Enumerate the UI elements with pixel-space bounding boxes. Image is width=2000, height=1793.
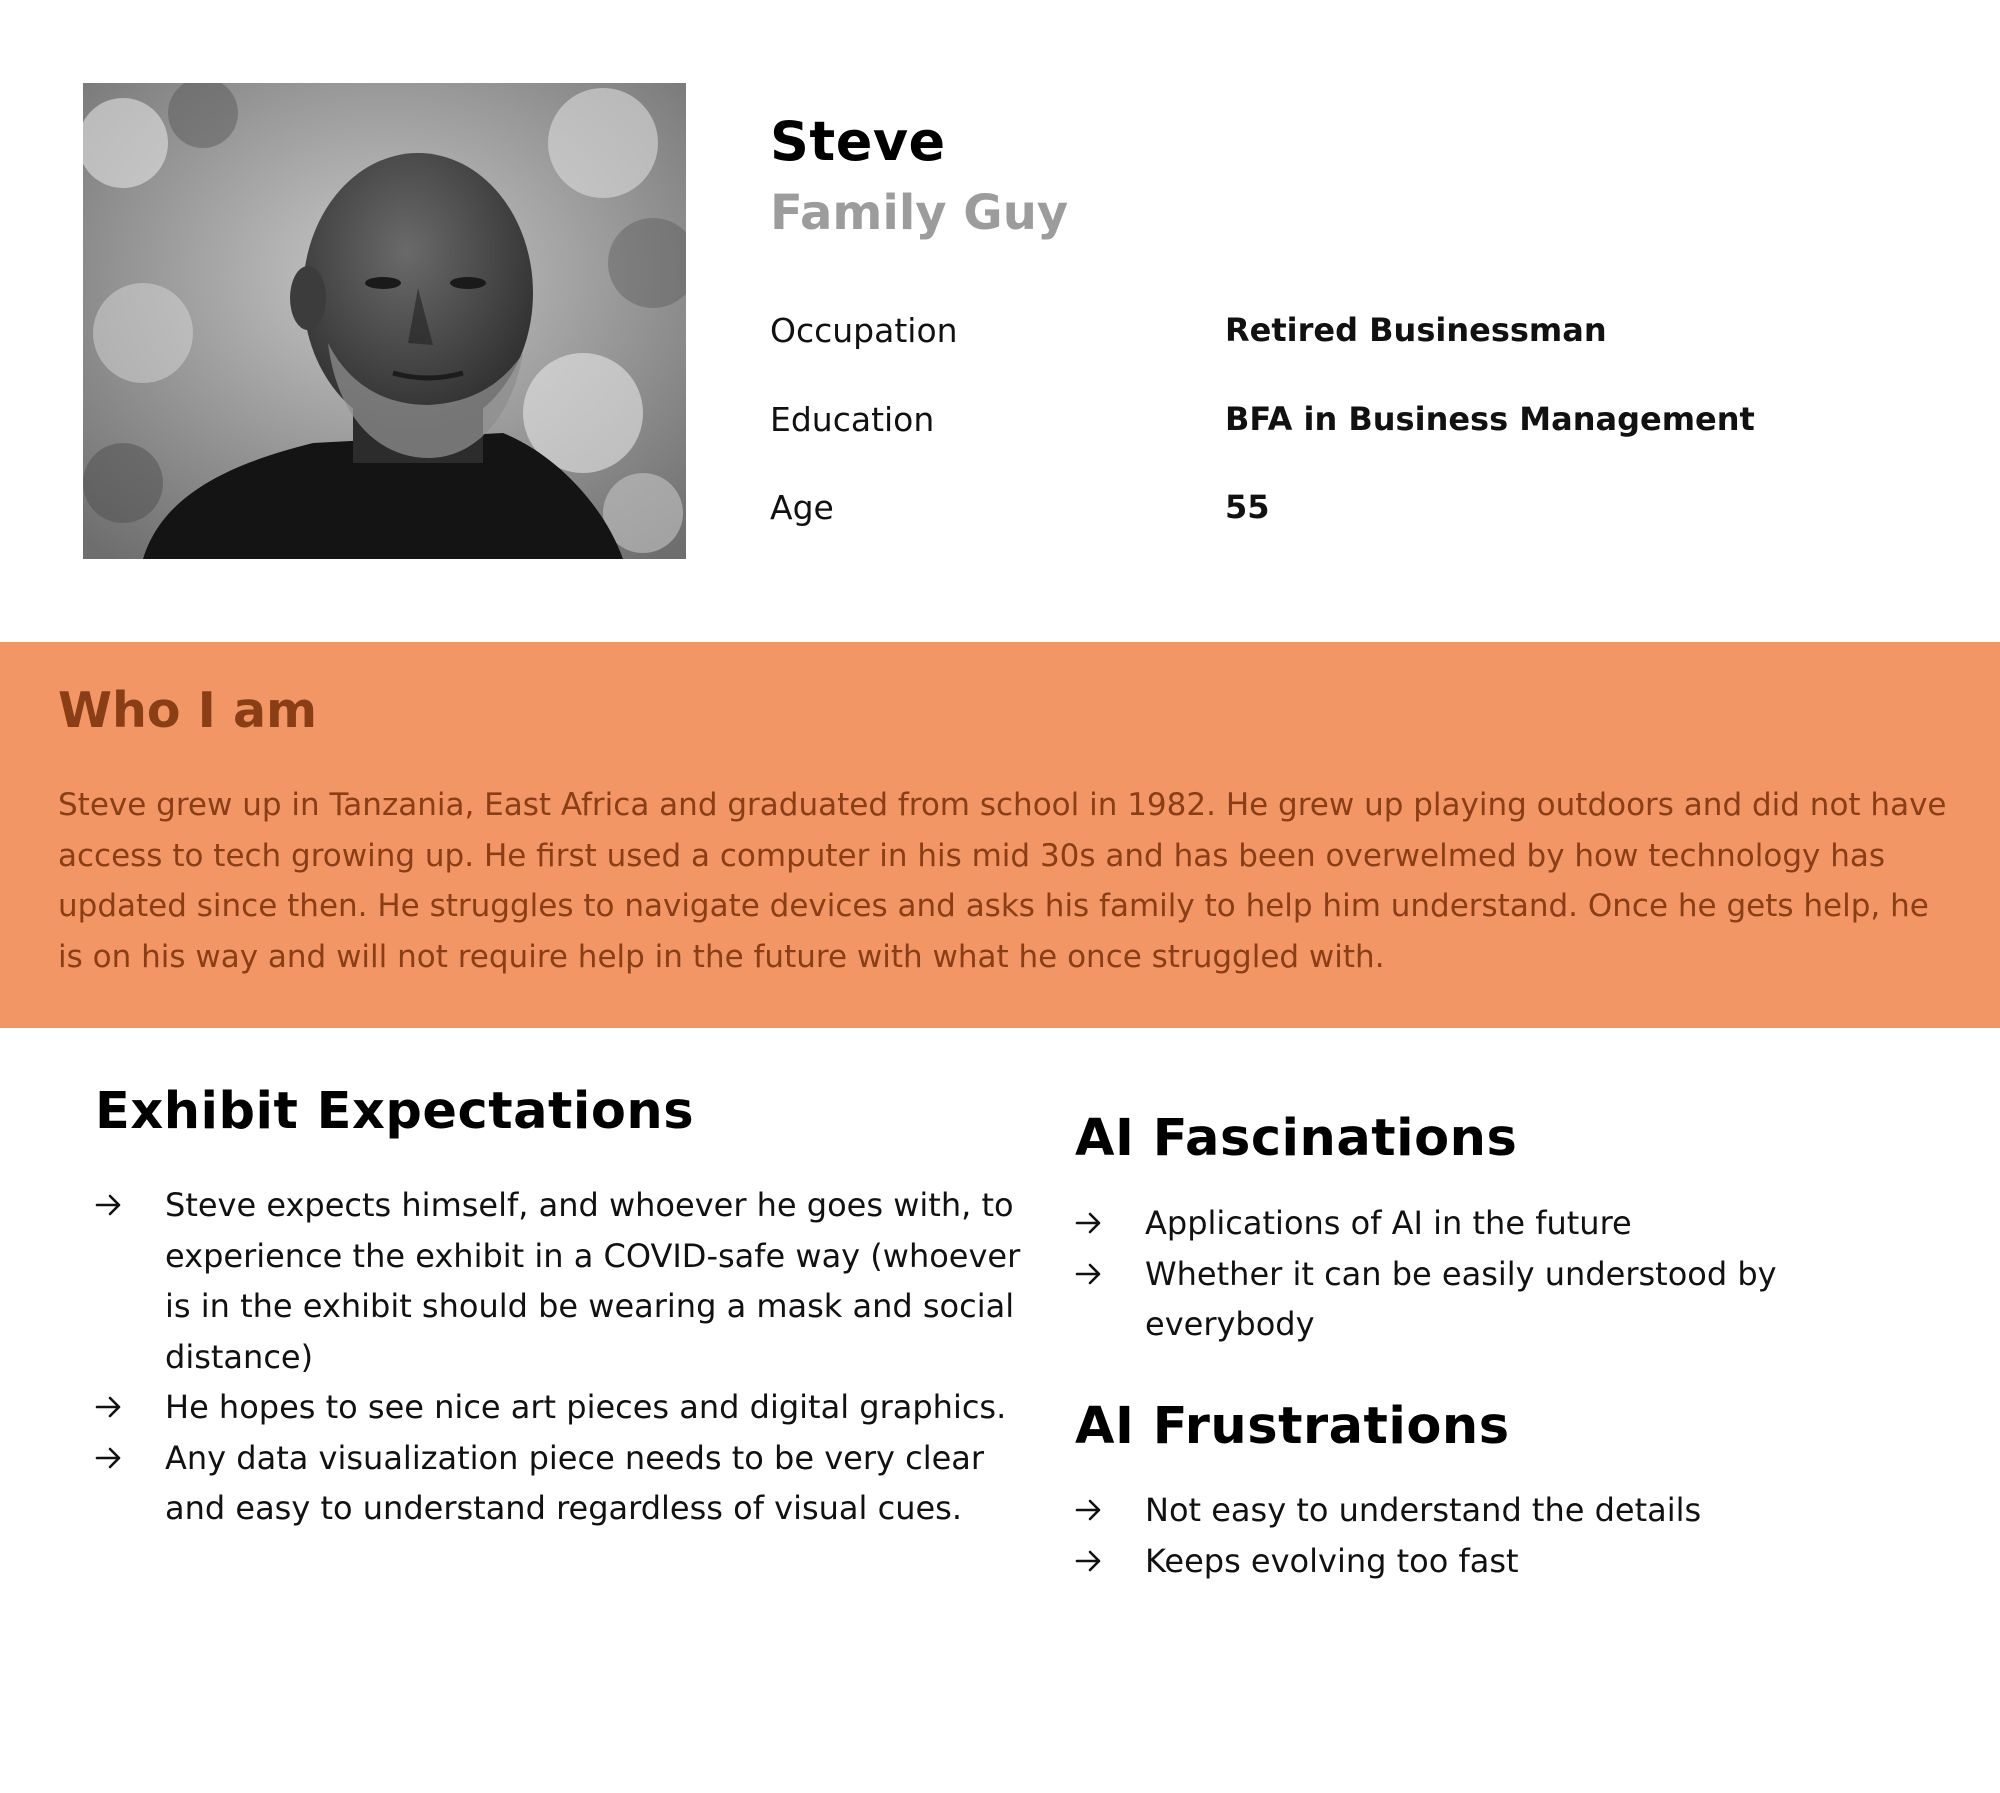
persona-photo [83, 83, 686, 559]
detail-row-education [770, 400, 1870, 450]
list-item-text: Not easy to understand the details [1145, 1491, 1702, 1529]
list-item [95, 1382, 1030, 1433]
arrow-right-icon [1075, 1249, 1115, 1285]
list-item [95, 1433, 1030, 1534]
list-item-text: He hopes to see nice art pieces and digital graphics. [165, 1388, 1007, 1426]
list-item [95, 1180, 1030, 1382]
list-item [1075, 1198, 1955, 1249]
ai-frustrations-title: AI Frustrations [1075, 1397, 1510, 1456]
arrow-right-icon [95, 1433, 135, 1469]
ai-frustrations-list [1075, 1485, 1955, 1586]
list-item-text: Steve expects himself, and whoever he goes with, to experience the exhibit in a COVID-safe way (whoever is in the exhibit should be wearing a mask and social distance) [165, 1186, 1021, 1376]
arrow-right-icon [95, 1180, 135, 1216]
exhibit-expectations-list [95, 1180, 1030, 1534]
detail-label: Education [770, 400, 935, 439]
arrow-right-icon [1075, 1198, 1115, 1234]
list-item-text: Keeps evolving too fast [1145, 1541, 1519, 1580]
persona-name: Steve [770, 110, 946, 173]
exhibit-expectations-title: Exhibit Expectations [95, 1082, 695, 1141]
detail-row-age [770, 488, 1870, 538]
detail-label: Age [770, 488, 834, 527]
arrow-right-icon [1075, 1536, 1115, 1572]
who-i-am-title: Who I am [58, 682, 318, 739]
persona-subtitle: Family Guy [770, 185, 1069, 241]
detail-value: BFA in Business Management [1225, 400, 1755, 438]
detail-label: Occupation [770, 311, 958, 350]
arrow-right-icon [95, 1382, 135, 1418]
list-item-text: Whether it can be easily understood by everybody [1145, 1254, 1777, 1343]
list-item-text: Any data visualization piece needs to be very clear and easy to understand regardless of visual cues. [165, 1438, 985, 1527]
detail-value: 55 [1225, 488, 1270, 526]
who-i-am-text: Steve grew up in Tanzania, East Africa and graduated from school in 1982. He grew up playing outdoors and did not have access to tech growing up. He first used a computer in his mid 30s and has been overwelmed by how technology has updated since then. He struggles to navigate devices and asks his family to help him understand. Once he gets help, he is on his way and will not require help in the future with what he once struggled with. [58, 787, 1947, 975]
ai-fascinations-title: AI Fascinations [1075, 1109, 1518, 1168]
detail-value: Retired Businessman [1225, 311, 1607, 349]
list-item [1075, 1249, 1955, 1350]
list-item [1075, 1485, 1955, 1536]
who-i-am-section [0, 642, 2000, 1028]
list-item [1075, 1536, 1955, 1587]
arrow-right-icon [1075, 1485, 1115, 1521]
list-item-text: Applications of AI in the future [1145, 1204, 1632, 1242]
detail-row-occupation [770, 311, 1870, 361]
ai-fascinations-list [1075, 1198, 1955, 1350]
persona-photo-illustration [83, 83, 686, 559]
